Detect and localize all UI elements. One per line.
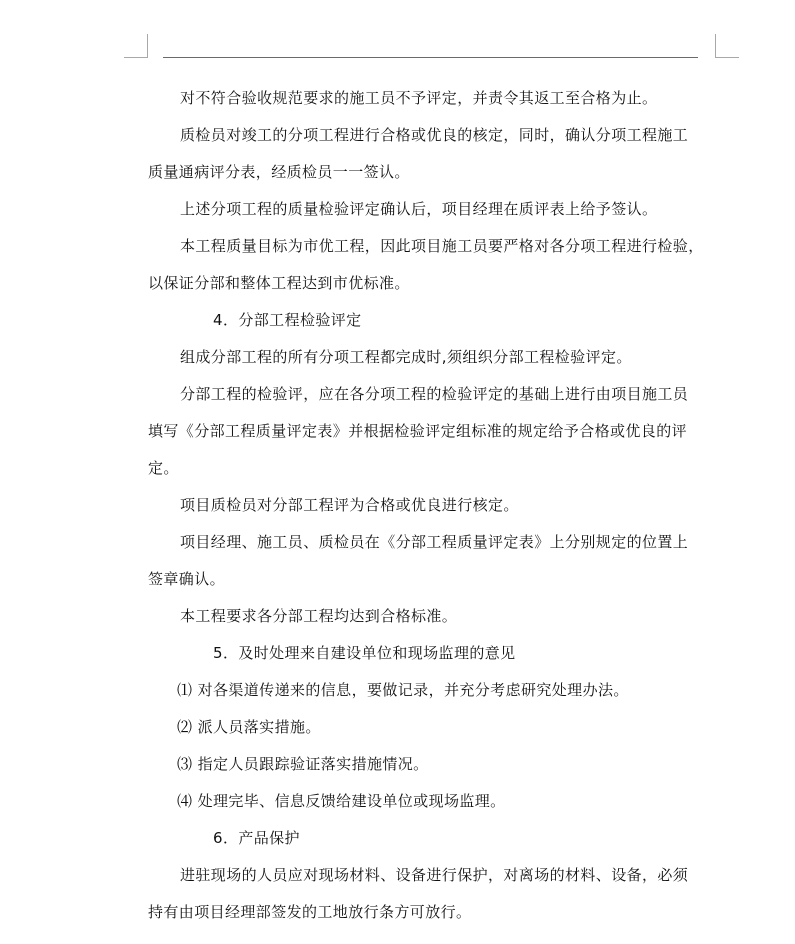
crop-mark-top-right — [715, 34, 739, 58]
section-heading: 6．产品保护 — [213, 829, 300, 847]
list-item: ⑵ 派人员落实措施。 — [177, 718, 321, 736]
paragraph-line: 组成分部工程的所有分项工程都完成时,须组织分部工程检验评定。 — [180, 348, 632, 366]
paragraph-line: 项目经理、施工员、质检员在《分部工程质量评定表》上分别规定的位置上 — [180, 533, 689, 551]
paragraph-line: 质量通病评分表，经质检员一一签认。 — [148, 163, 410, 181]
list-item: ⑶ 指定人员跟踪验证落实措施情况。 — [177, 755, 429, 773]
section-heading: 5．及时处理来自建设单位和现场监理的意见 — [213, 644, 516, 662]
paragraph-line: 项目质检员对分部工程评为合格或优良进行核定。 — [180, 496, 519, 514]
paragraph-line: 分部工程的检验评，应在各分项工程的检验评定的基础上进行由项目施工员 — [180, 385, 689, 403]
paragraph-line: 对不符合验收规范要求的施工员不予评定，并责令其返工至合格为止。 — [180, 89, 658, 107]
paragraph-line: 本工程要求各分部工程均达到合格标准。 — [180, 607, 458, 625]
paragraph-line: 持有由项目经理部签发的工地放行条方可放行。 — [148, 903, 472, 921]
header-rule — [163, 57, 698, 58]
paragraph-line: 进驻现场的人员应对现场材料、设备进行保护，对离场的材料、设备，必须 — [180, 866, 689, 884]
list-item: ⑷ 处理完毕、信息反馈给建设单位或现场监理。 — [177, 792, 506, 810]
section-heading: 4．分部工程检验评定 — [213, 311, 362, 329]
paragraph-line: 以保证分部和整体工程达到市优标准。 — [148, 274, 410, 292]
paragraph-line: 上述分项工程的质量检验评定确认后，项目经理在质评表上给予签认。 — [180, 200, 658, 218]
paragraph-line: 签章确认。 — [148, 570, 226, 588]
paragraph-line: 定。 — [148, 459, 179, 477]
paragraph-line: 质检员对竣工的分项工程进行合格或优良的核定，同时，确认分项工程施工 — [180, 126, 689, 144]
list-item: ⑴ 对各渠道传递来的信息，要做记录，并充分考虑研究处理办法。 — [177, 681, 629, 699]
crop-mark-top-left — [124, 34, 148, 58]
paragraph-line: 本工程质量目标为市优工程，因此项目施工员要严格对各分项工程进行检验， — [180, 237, 704, 255]
paragraph-line: 填写《分部工程质量评定表》并根据检验评定组标准的规定给予合格或优良的评 — [148, 422, 688, 440]
